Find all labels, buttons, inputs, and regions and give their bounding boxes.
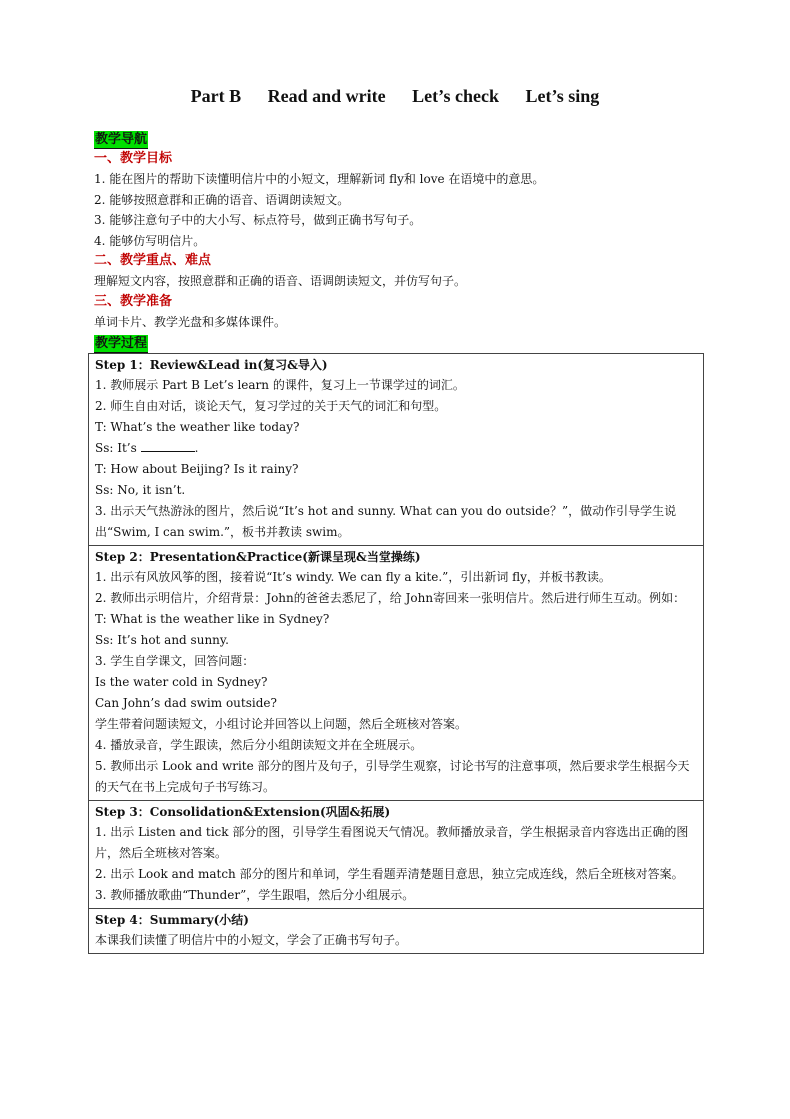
title-lets-sing: Let’s sing (525, 86, 600, 106)
step-line: 1. 出示 Listen and tick 部分的图，引导学生看图说天气情况。教师播放录音，学生根据录音内容选出正确的图片，然后全班核对答案。 (95, 825, 689, 860)
step-2-title: Step 2：Presentation&Practice(新课呈现&当堂操练) (95, 550, 421, 564)
step-line: 1. 出示有风放风筝的图，接着说“It’s windy. We can fly a kite.”，引出新词 fly，并板书教读。 (95, 570, 611, 584)
prep-text: 单词卡片、教学光盘和多媒体课件。 (94, 314, 287, 329)
step-row (89, 354, 704, 546)
step-line: 学生带着问题读短文，小组讨论并回答以上问题，然后全班核对答案。 (95, 717, 468, 731)
goal-item: 2. 能够按照意群和正确的语音、语调朗读短文。 (94, 192, 350, 207)
prep-heading: 三、教学准备 (94, 293, 173, 309)
step-line: 3. 教师播放歌曲“Thunder”，学生跟唱，然后分小组展示。 (95, 888, 415, 902)
step-4-cell (89, 909, 704, 954)
answer-suffix: . (194, 441, 199, 455)
step-row (89, 546, 704, 801)
step-line: Is the water cold in Sydney? (95, 675, 268, 689)
step-line: 2. 教师出示明信片，介绍背景：John的爸爸去悉尼了，给 John寄回来一张明信片。然后进行师生互动。例如： (95, 591, 686, 605)
step-1-title: Step 1：Review&Lead in(复习&导入) (95, 358, 328, 372)
document-body (94, 128, 706, 954)
fill-blank (141, 439, 195, 452)
step-line: 1. 教师展示 Part B Let’s learn 的课件，复习上一节课学过的词汇。 (95, 378, 465, 392)
title-part: Part B (190, 86, 242, 106)
title-read-and-write: Read and write (267, 86, 386, 106)
goal-item: 3. 能够注意句子中的大小写、标点符号，做到正确书写句子。 (94, 213, 422, 227)
step-1-cell (89, 354, 704, 546)
step-line: Ss: No, it isn’t. (95, 483, 186, 497)
title-lets-check: Let’s check (412, 86, 499, 106)
teaching-nav-label: 教学导航 (95, 132, 148, 147)
step-line: 本课我们读懂了明信片中的小短文，学会了正确书写句子。 (95, 933, 408, 947)
step-line: Can John’s dad swim outside? (95, 696, 277, 710)
goal-item: 1. 能在图片的帮助下读懂明信片中的小短文，理解新词 fly和 love 在语境中的意思。 (94, 172, 545, 186)
step-line: 5. 教师出示 Look and write 部分的图片及句子，引导学生观察，讨论书写的注意事项，然后要求学生根据今天的天气在书上完成句子书写练习。 (95, 759, 690, 794)
step-3-cell (89, 801, 704, 909)
step-line: T: How about Beijing? Is it rainy? (95, 462, 299, 476)
step-line (95, 438, 697, 459)
step-4-title: Step 4：Summary(小结) (95, 913, 249, 927)
answer-prefix: Ss: It’s (95, 441, 141, 455)
step-line: 4. 播放录音，学生跟读，然后分小组朗读短文并在全班展示。 (95, 738, 423, 752)
step-3-title: Step 3：Consolidation&Extension(巩固&拓展) (95, 805, 391, 819)
step-line: T: What’s the weather like today? (95, 420, 300, 434)
step-line: 3. 出示天气热游泳的图片，然后说“It’s hot and sunny. What can you do outside？”，做动作引导学生说出“Swim, I can swim.”，板书并教读 swim。 (95, 504, 677, 539)
step-line: 2. 师生自由对话，谈论天气，复习学过的关于天气的词汇和句型。 (95, 399, 447, 413)
step-line: 2. 出示 Look and match 部分的图片和单词，学生看题弄清楚题目意思，独立完成连线，然后全班核对答案。 (95, 867, 684, 881)
focus-heading: 二、教学重点、难点 (94, 253, 212, 268)
process-table (88, 353, 704, 954)
step-line: 3. 学生自学课文，回答问题： (95, 654, 255, 668)
step-line: T: What is the weather like in Sydney? (95, 612, 330, 626)
teaching-process-label: 教学过程 (95, 336, 148, 351)
goal-item: 4. 能够仿写明信片。 (94, 233, 206, 248)
focus-text: 理解短文内容，按照意群和正确的语音、语调朗读短文，并仿写句子。 (94, 274, 467, 288)
step-line: Ss: It’s hot and sunny. (95, 633, 229, 647)
step-row (89, 801, 704, 909)
step-2-cell (89, 546, 704, 801)
step-row (89, 909, 704, 954)
goals-heading: 一、教学目标 (94, 151, 173, 166)
page-title (0, 86, 790, 107)
